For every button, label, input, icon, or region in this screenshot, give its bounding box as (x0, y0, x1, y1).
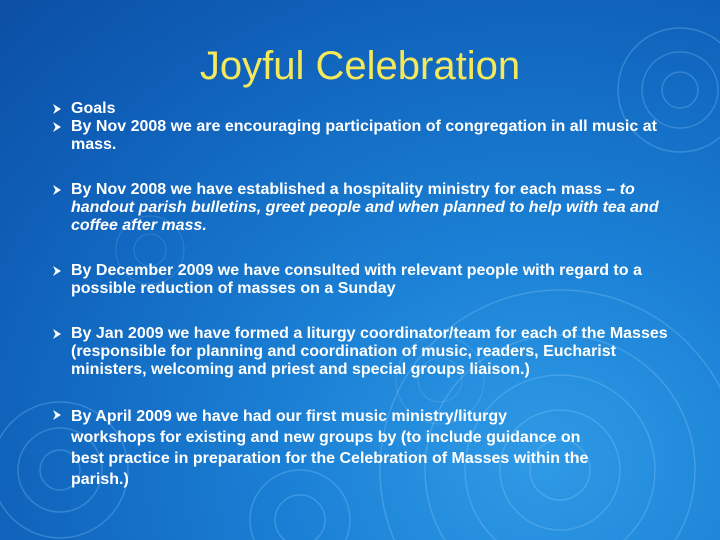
bullet-participation (52, 118, 682, 154)
bullet-text: By Jan 2009 we have formed a liturgy coordinator/team for each of the Masses (responsible for planning and coordination of music, readers, Eucharist ministers, welcoming and priest and special groups liaison.) (71, 325, 668, 378)
arrowhead-bullet-icon (52, 410, 62, 420)
bullet-goals (52, 100, 682, 118)
arrowhead-bullet-icon (52, 329, 62, 339)
bullet-text-italic: – to handout parish bulletins, greet people and when planned to help with tea and coffee after mass. (71, 181, 659, 234)
bullet-text: By December 2009 we have consulted with relevant people with regard to a possible reduction of masses on a Sunday (71, 262, 642, 297)
arrowhead-bullet-icon (52, 185, 62, 195)
bullet-workshops (52, 406, 591, 490)
bullet-list (52, 100, 682, 490)
arrowhead-bullet-icon (52, 266, 62, 276)
bullet-text: By April 2009 we have had our first music ministry/liturgy workshops for existing and new groups by (to include guidance on best practice in preparation for the Celebration of Masses within the parish.) (71, 408, 589, 488)
bullet-liturgy-coordinator (52, 325, 682, 379)
arrowhead-bullet-icon (52, 104, 62, 114)
bullet-text: Goals (71, 100, 116, 117)
bullet-hospitality (52, 181, 682, 235)
slide-title: Joyful Celebration (199, 44, 521, 88)
bullet-text: By Nov 2008 we have established a hospitality ministry for each mass (71, 181, 602, 198)
arrowhead-bullet-icon (52, 122, 62, 132)
bullet-text: By Nov 2008 we are encouraging participation of congregation in all music at mass. (71, 118, 657, 153)
bullet-mass-reduction (52, 262, 682, 298)
